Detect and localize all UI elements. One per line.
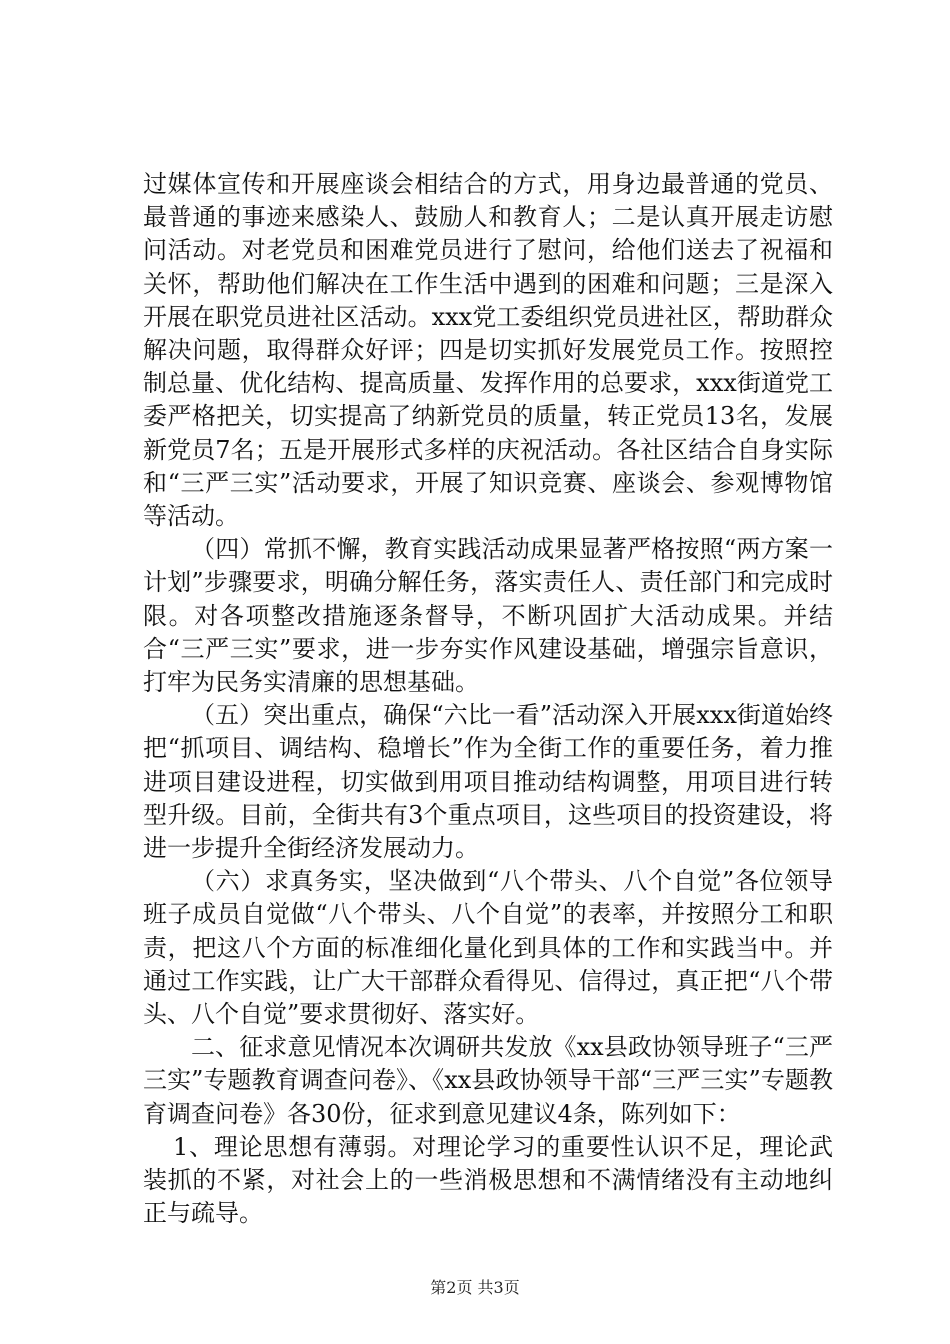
paragraph-section-six: （六）求真务实，坚决做到“八个带头、八个自觉”各位领导班子成员自觉做“八个带头、八个自觉”的表率，并按照分工和职责，把这八个方面的标准细化量化到具体的工作和实践当中。并通过工作实践，让广大干部群众看得见、信得过，真正把“八个带头、八个自觉”要求贯彻好、落实好。: [143, 867, 833, 1029]
page-number-footer: 第2页 共3页: [430, 1278, 520, 1297]
document-body: [143, 168, 833, 1231]
paragraph-opinion-survey: 二、征求意见情况本次调研共发放《xx县政协领导班子“三严三实”专题教育调查问卷》、《xx县政协领导干部“三严三实”专题教育调查问卷》各30份，征求到意见建议4条，陈列如下：: [143, 1033, 833, 1128]
paragraph-section-five: （五）突出重点，确保“六比一看”活动深入开展xxx街道始终把“抓项目、调结构、稳增长”作为全街工作的重要任务，着力推进项目建设进程，切实做到用项目推动结构调整，用项目进行转型升级。目前，全街共有3个重点项目，这些项目的投资建设，将进一步提升全街经济发展动力。: [143, 701, 833, 863]
paragraph-section-four: （四）常抓不懈，教育实践活动成果显著严格按照“两方案一计划”步骤要求，明确分解任务，落实责任人、责任部门和完成时限。对各项整改措施逐条督导，不断巩固扩大活动成果。并结合“三严三实”要求，进一步夯实作风建设基础，增强宗旨意识，打牢为民务实清廉的思想基础。: [143, 535, 833, 697]
paragraph-party-activities: 过媒体宣传和开展座谈会相结合的方式，用身边最普通的党员、最普通的事迹来感染人、鼓励人和教育人；二是认真开展走访慰问活动。对老党员和困难党员进行了慰问，给他们送去了祝福和关怀，帮助他们解决在工作生活中遇到的困难和问题；三是深入开展在职党员进社区活动。xxx党工委组织党员进社区，帮助群众解决问题，取得群众好评；四是切实抓好发展党员工作。按照控制总量、优化结构、提高质量、发挥作用的总要求，xxx街道党工委严格把关，切实提高了纳新党员的质量，转正党员13名，发展新党员7名；五是开展形式多样的庆祝活动。各社区结合自身实际和“三严三实”活动要求，开展了知识竞赛、座谈会、参观博物馆等活动。: [143, 170, 833, 531]
paragraph-theory-weakness: 1、理论思想有薄弱。对理论学习的重要性认识不足，理论武装抓的不紧，对社会上的一些消极思想和不满情绪没有主动地纠正与疏导。: [143, 1132, 833, 1228]
